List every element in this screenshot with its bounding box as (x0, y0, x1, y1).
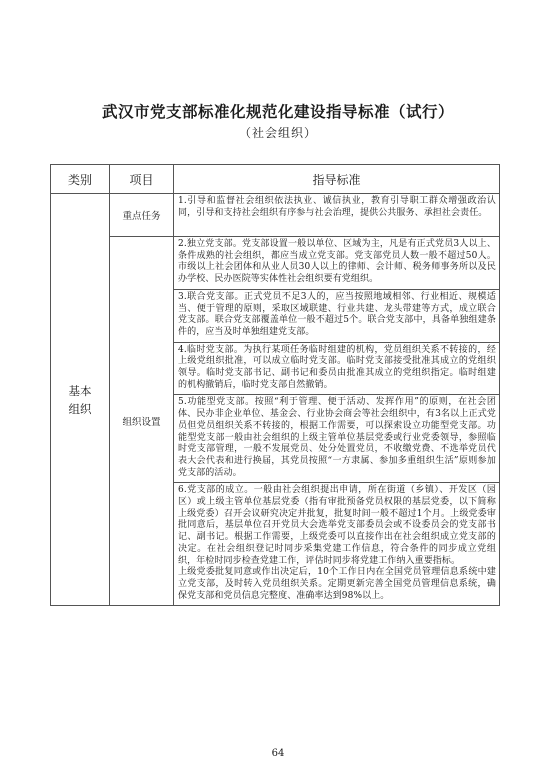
standards-table (50, 164, 500, 606)
page-number: 64 (271, 748, 285, 759)
standard-branch-establishment (174, 483, 500, 606)
standard-functional-branch: 5.功能型党支部。按照“利于管理、便于活动、发挥作用”的原则，在社会团体、民办非企业单位、基金会、行业协会商会等社会组织中，有3名以上正式党员但党员组织关系不转接的，根据工作需要，可以探索设立功能型党支部。功能型党支部一般由社会组织的上级主管单位基层党委或行业党委领导，参照临时党支部管理，一般不发展党员、处分处置党员，不收缴党费、不选举党员代表大会代表和进行换届，其党员按照“一方隶属、参加多重组织生活”原则参加党支部的活动。 (174, 395, 500, 483)
standard-temporary-branch: 4.临时党支部。为执行某项任务临时组建的机构，党员组织关系不转接的，经上级党组织批准，可以成立临时党支部。临时党支部接受批准其成立的党组织领导。临时党支部书记、副书记和委员由批准其成立的党组织指定。临时组建的机构撤销后，临时党支部自然撤销。 (174, 342, 500, 395)
category-label: 基本组织 (68, 383, 92, 416)
header-item: 项目 (110, 165, 174, 194)
establishment-paragraph-2: 上级党委批复同意或作出决定后，10个工作日内在全国党员管理信息系统中建立党支部，及时转入党员组织关系。定期更新完善全国党员管理信息系统，确保党支部和党员信息完整度、准确率达到98%以上。 (178, 567, 496, 601)
header-standard: 指导标准 (174, 165, 500, 194)
header-category: 类别 (51, 165, 110, 194)
item-key-task: 重点任务 (110, 194, 174, 237)
item-org-setup: 组织设置 (110, 237, 174, 606)
category-cell (51, 194, 110, 606)
document-subtitle: （社会组织） (238, 126, 317, 140)
establishment-paragraph-1: 6.党支部的成立。一般由社会组织提出申请，所在街道（乡镇）、开发区（园区）或上级主管单位基层党委（指有审批预备党员权限的基层党委，以下简称上级党委）召开会议研究决定并批复，批复时间一般不超过1个月。上级党委审批同意后，基层单位召开党员大会选举党支部委员会或不设委员会的党支部书记、副书记。根据工作需要，上级党委可以直接作出在社会组织成立党支部的决定。在社会组织登记时同步采集党建工作信息，符合条件的同步成立党组织，年检时同步检查党建工作，评估时同步将党建工作纳入重要指标。 (178, 485, 496, 566)
standard-joint-branch: 3.联合党支部。正式党员不足3人的，应当按照地域相邻、行业相近、规模适当、便于管理的原则，采取区域联建、行业共建、龙头带建等方式，成立联合党支部。联合党支部覆盖单位一般不超过5个。联合党支部中，具备单独组建条件的，应当及时单独组建党支部。 (174, 289, 500, 342)
document-title: 武汉市党支部标准化规范化建设指导标准（试行） (101, 103, 454, 121)
table-row (51, 237, 500, 290)
table-row (51, 194, 500, 237)
standard-independent-branch: 2.独立党支部。党支部设置一般以单位、区域为主，凡是有正式党员3人以上、条件成熟的社会组织，都应当成立党支部。党支部党员人数一般不超过50人。市级以上社会团体和从业人员30人以上的律师、会计师、税务师事务所以及民办学校、民办医院等实体性社会组织要有党组织。 (174, 237, 500, 290)
standard-key-task: 1.引导和监督社会组织依法执业、诚信执业，教育引导职工群众增强政治认同，引导和支持社会组织有序参与社会治理，提供公共服务、承担社会责任。 (174, 194, 500, 237)
table-header-row (51, 165, 500, 194)
